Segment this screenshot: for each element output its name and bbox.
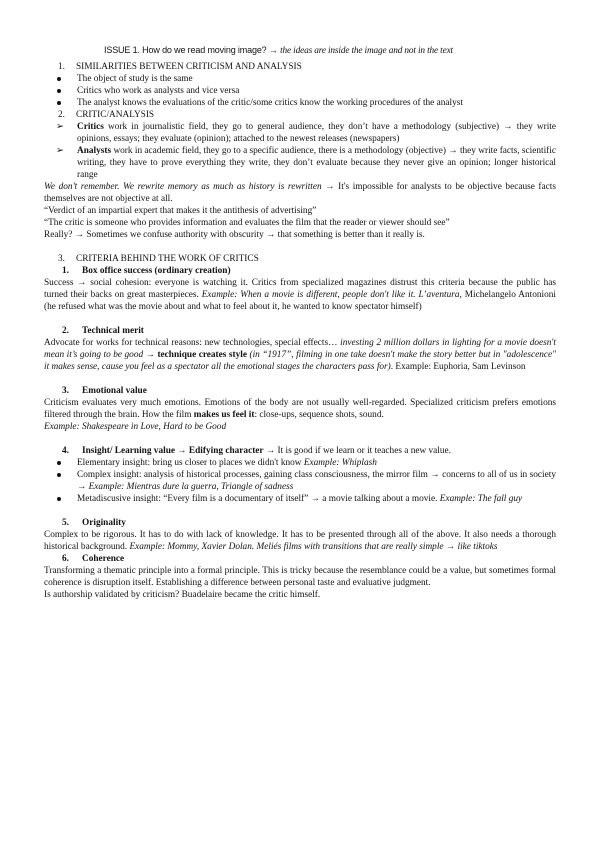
criterion-2-text: Advocate for works for technical reasons: new technologies, special effects… investing 2 million dollars in lighting for a movie doesn't mean it’s going to be good → technique creates style (in “1917”, filming in one take doesn't make the story better but in "adolescence" it makes sense, cause you feel as a spectator all the emotional stages the characters pass for). Example: Euphoria, Sam Levinson [44,338,556,372]
arrow-bullet-icon: ➢ [56,122,64,132]
critics-item: ➢ Critics work in journalistic field, they go to general audience, they don’t have a methodology (subjective) → they write opinions, essays; they evaluate (opinion); attached to the newest releases (newspapers) [56,122,557,144]
criterion-3-example: Example: Shakespeare in Love, Hard to be Good [44,422,227,432]
list-item: The analyst knows the evaluations of the critic/some critics know the working procedures of the analyst [44,97,556,109]
bullet-icon [57,473,61,477]
criterion-6-heading: 6. Coherence [62,554,125,564]
criterion-6-last: Is authorship validated by criticism? Buadelaire became the critic himself. [44,590,321,600]
criterion-2-heading: 2. Technical merit [62,326,144,336]
list-item: Complex insight: analysis of historical processes, gaining class consciousness, the mirror film → concerns to all of us in society → Example: Mientras dure la guerra, Triangle of sadness [44,469,556,493]
section-3-heading: 3. CRITERIA BEHIND THE WORK OF CRITICS [58,254,259,264]
issue-subtitle: the ideas are inside the image and not in the text [280,46,453,56]
bullet-icon [57,89,61,93]
memory-paragraph: We don’t remember. We rewrite memory as much as history is rewritten → It's impossible for analysts to be objective because facts themselves are not objective at all. [44,182,556,204]
document-body [44,61,556,601]
list-item: The object of study is the same [44,73,556,85]
list-item: Critics who work as analysts and vice versa [44,85,556,97]
bullet-icon [57,497,61,501]
criterion-1-heading: 1. Box office success (ordinary creation) [62,266,231,276]
bullet-icon [57,101,61,105]
arrow-bullet-icon: ➢ [56,146,64,156]
list-item: Elementary insight: bring us closer to places we didn't know Example: Whiplash [44,457,556,469]
criterion-3-text: Criticism evaluates very much emotions. Emotions of the body are not usually well-regarded. Specialized criticism prefers emotions filtered through the brain. How the film makes us feel it: close-ups, sequence shots, sound. [44,398,556,420]
quote-3: Really? → Sometimes we confuse authority with obscurity → that something is better than it really is. [44,230,425,240]
section-1-heading: 1. SIMILARITIES BETWEEN CRITICISM AND ANALYSIS [58,62,302,72]
list-item: Metadiscusive insight: “Every film is a documentary of itself” → a movie talking about a movie. Example: The fall guy [44,493,556,505]
quote-1: “Verdict of an impartial expert that makes it the antithesis of advertising” [44,206,317,216]
criterion-4-heading: 4. Insight/ Learning value → Edifying character → It is good if we learn or it teaches a new value. [62,446,451,456]
bullet-icon [57,461,61,465]
section-2-heading: 2. CRITIC/ANALYSIS [58,110,155,120]
analysts-item: ➢ Analysts work in academic field, they go to a specific audience, there is a methodology (objective) → they write facts, scientific writing, they have to prove everything they write, they don’t evaluate because they never give an opinion; longer historical range [56,146,556,180]
criterion-6-text: Transforming a thematic principle into a formal principle. This is tricky because the resemblance could be a value, but sometimes formal coherence is disruption itself. Establishing a difference between personal taste and evaluative judgment. [44,566,556,588]
criterion-5-text: Complex to be rigorous. It has to do with lack of knowledge. It has to be presented through all of the above. It also needs a thorough historical background. Example: Mommy, Xavier Dolan. Meliés films with transitions that are really simple → like tiktoks [44,530,556,552]
issue-title: ISSUE 1. How do we read moving image? → the ideas are inside the image and not in the text [104,45,453,56]
criterion-5-heading: 5. Originality [62,518,126,528]
bullet-icon [57,77,61,81]
criterion-3-heading: 3. Emotional value [62,386,147,396]
quote-2: “The critic is someone who provides information and evaluates the film that the reader or viewer should see” [44,218,450,228]
criterion-1-text: Success → social cohesion: everyone is watching it. Critics from specialized magazines distrust this criteria because the public has turned their backs on great masterpieces. Example: When a movie is different, people don't like it. L’aventura, Michelangelo Antonioni (he refused what was the movie about and what to feel about it, he wanted to know spectator himself) [44,278,557,312]
